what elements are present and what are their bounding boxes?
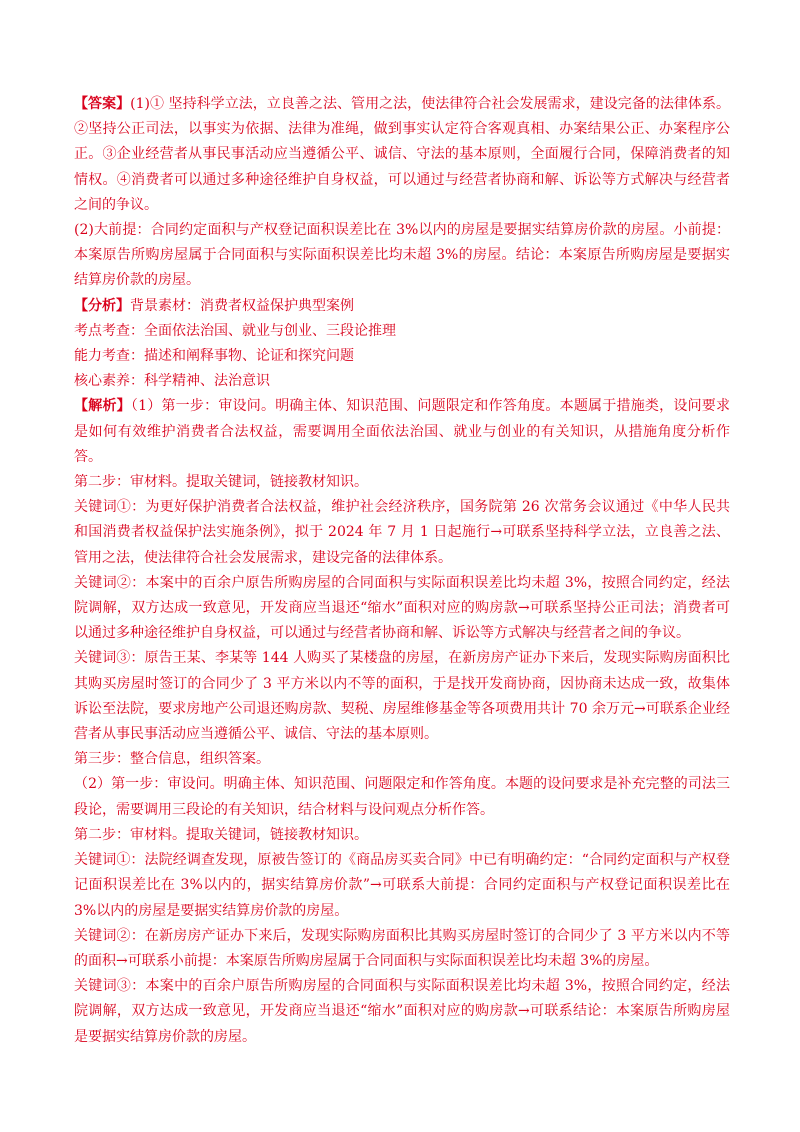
paragraph-text: 关键词①：为更好保护消费者合法权益，维护社会经济秩序，国务院第 26 次常务会议通过《中华人民共和国消费者权益保护法实施条例》，拟于 2024 年 7 月 1 日起施行→可联系坚持科学立法，立良善之法、管用之法，使法律符合社会发展需求，建设完备的法律体系。 (74, 499, 730, 566)
keyword-1-paragraph (74, 495, 730, 571)
paragraph-text: 关键词②：本案中的百余户原告所购房屋的合同面积与实际面积误差比均未超 3%，按照合同约定，经法院调解，双方达成一致意见，开发商应当退还“缩水”面积对应的购房款→可联系坚持公正司法；消费者可以通过多种途径维护自身权益，可以通过与经营者协商和解、诉讼等方式解决与经营者之间的争议。 (74, 574, 730, 642)
step-two-line (74, 470, 730, 495)
paragraph-text: 能力考查：描述和阐释事物、论证和探究问题 (74, 348, 354, 365)
paragraph-text: 关键词②：在新房房产证办下来后，发现实际购房面积比其购买房屋时签订的合同少了 3 平方米以内不等的面积→可联系小前提：本案原告所购房屋属于合同面积与实际面积误差比均未超 3%的房屋。 (74, 927, 730, 969)
analysis-paragraph (74, 294, 730, 319)
answer-paragraph (74, 92, 730, 218)
paragraph-text: （2）第一步：审设问。明确主体、知识范围、问题限定和作答角度。本题的设问要求是补充完整的司法三段论，需要调用三段论的有关知识，结合材料与设问观点分析作答。 (74, 776, 730, 818)
answer-tag: 【答案】 (74, 96, 131, 112)
step-three-line (74, 747, 730, 772)
keyword-2-paragraph (74, 571, 730, 647)
keyword-3-paragraph (74, 646, 730, 747)
paragraph-text: （1）第一步：审设问。明确主体、知识范围、问题限定和作答角度。本题属于措施类，设问要求是如何有效维护消费者合法权益，需要调用全面依法治国、就业与创业的有关知识，从措施角度分析作答。 (74, 398, 731, 465)
ability-line (74, 344, 730, 369)
analysis-tag: 【分析】 (74, 297, 130, 314)
core-literacy-line (74, 369, 730, 394)
exam-points-line (74, 319, 730, 344)
paragraph-text: 关键词③：本案中的百余户原告所购房屋的合同面积与实际面积误差比均未超 3%，按照合同约定，经法院调解，双方达成一致意见，开发商应当退还“缩水”面积对应的购房款→可联系结论：本案原告所购房屋是要据实结算房价款的房屋。 (74, 978, 730, 1045)
paragraph-text: 核心素养：科学精神、法治意识 (74, 373, 270, 390)
answer-paragraph-2 (74, 218, 730, 294)
paragraph-text: 关键词①：法院经调查发现，原被告签订的《商品房买卖合同》中已有明确约定：“合同约定面积与产权登记面积误差比在 3%以内的，据实结算房价款”→可联系大前提：合同约定面积与产权登记面积误差比在 3%以内的房屋是要据实结算房价款的房屋。 (74, 852, 730, 919)
paragraph-text: 第二步：审材料。提取关键词，链接教材知识。 (74, 826, 368, 843)
paragraph-text: 第二步：审材料。提取关键词，链接教材知识。 (74, 474, 368, 491)
paragraph-text: 第三步：整合信息，组织答案。 (74, 751, 270, 768)
explanation-paragraph (74, 394, 730, 470)
part-2-step-one-paragraph (74, 772, 730, 822)
part-2-step-two-line (74, 823, 730, 848)
paragraph-text: 考点考查：全面依法治国、就业与创业、三段论推理 (74, 322, 396, 339)
part-2-keyword-1-paragraph (74, 848, 730, 924)
part-2-keyword-2-paragraph (74, 924, 730, 974)
explanation-tag: 【解析】 (74, 398, 131, 415)
paragraph-text: 关键词③：原告王某、李某等 144 人购买了某楼盘的房屋，在新房房产证办下来后，发现实际购房面积比其购买房屋时签订的合同少了 3 平方米以内不等的面积，于是找开发商协商，因协商未达成一致，故集体诉讼至法院，要求房地产公司退还购房款、契税、房屋维修基金等各项费用共计 70 余万元→可联系企业经营者从事民事活动应当遵循公平、诚信、守法的基本原则。 (74, 650, 730, 743)
paragraph-text: 背景素材：消费者权益保护典型案例 (130, 297, 354, 314)
paragraph-text: (1)① 坚持科学立法，立良善之法、管用之法，使法律符合社会发展需求，建设完备的法律体系。②坚持公正司法，以事实为依据、法律为准绳，做到事实认定符合客观真相、办案结果公正、办案程序公正。③企业经营者从事民事活动应当遵循公平、诚信、守法的基本原则，全面履行合同，保障消费者的知情权。④消费者可以通过多种途径维护自身权益，可以通过与经营者协商和解、诉讼等方式解决与经营者之间的争议。 (74, 96, 731, 213)
paragraph-text: (2)大前提：合同约定面积与产权登记面积误差比在 3%以内的房屋是要据实结算房价款的房屋。小前提：本案原告所购房屋属于合同面积与实际面积误差比均未超 3%的房屋。结论：本案原告所购房屋是要据实结算房价款的房屋。 (74, 222, 730, 289)
answer-analysis-content (74, 92, 730, 1050)
part-2-keyword-3-paragraph (74, 974, 730, 1050)
